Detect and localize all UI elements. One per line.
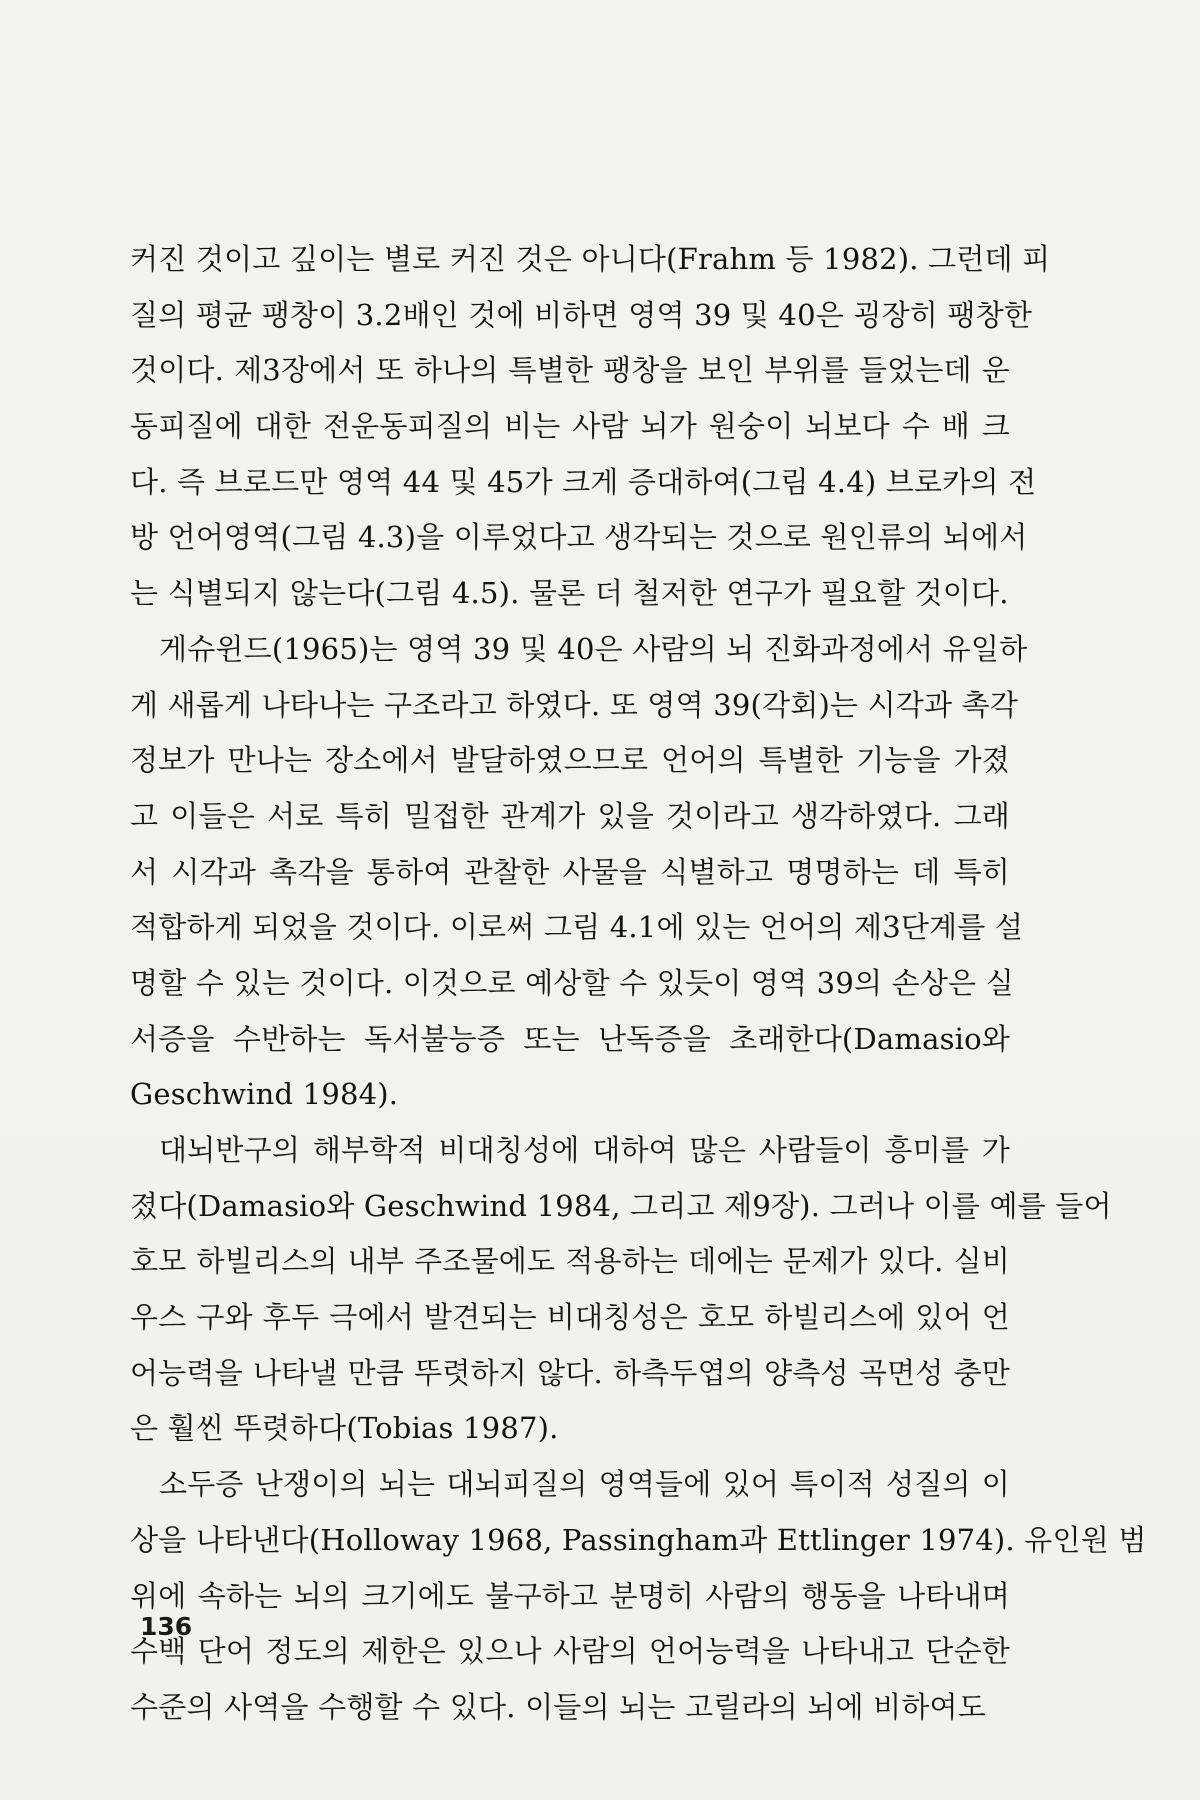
text-line: 명할 수 있는 것이다. 이것으로 예상할 수 있듯이 영역 39의 손상은 실: [130, 965, 1014, 1000]
paragraph: [130, 1123, 1112, 1457]
text-line: 우스 구와 후두 극에서 발견되는 비대칭성은 호모 하빌리스에 있어 언: [130, 1300, 1010, 1335]
text-line: Geschwind 1984).: [130, 1077, 399, 1112]
text-line: 어능력을 나타낼 만큼 뚜렷하지 않다. 하측두엽의 양측성 곡면성 충만: [130, 1355, 1010, 1390]
text-line: 게 새롭게 나타나는 구조라고 하였다. 또 영역 39(각회)는 시각과 촉각: [130, 687, 1019, 722]
page-number: 136: [140, 1612, 193, 1641]
text-line: 것이다. 제3장에서 또 하나의 특별한 팽창을 보인 부위를 들었는데 운: [130, 353, 1010, 388]
paragraph: [130, 622, 1028, 1123]
paragraph: [130, 1457, 1147, 1735]
text-line: 다. 즉 브로드만 영역 44 및 45가 크게 증대하여(그림 4.4) 브로카의 전: [130, 464, 1037, 499]
text-line: 호모 하빌리스의 내부 주조물에도 적용하는 데에는 문제가 있다. 실비: [130, 1244, 1010, 1279]
text-line: 적합하게 되었을 것이다. 이로써 그림 4.1에 있는 언어의 제3단계를 설: [130, 910, 1024, 945]
text-line: 게슈윈드(1965)는 영역 39 및 40은 사람의 뇌 진화과정에서 유일하: [159, 631, 1028, 666]
body-text: [130, 232, 1147, 1736]
text-line: 서 시각과 촉각을 통하여 관찰한 사물을 식별하고 명명하는 데 특히: [130, 854, 1010, 889]
text-line: 수백 단어 정도의 제한은 있으나 사람의 언어능력을 나타내고 단순한: [130, 1634, 1010, 1669]
text-line: 동피질에 대한 전운동피질의 비는 사람 뇌가 원숭이 뇌보다 수 배 크: [130, 409, 1010, 444]
text-line: 고 이들은 서로 특히 밀접한 관계가 있을 것이라고 생각하였다. 그래: [130, 798, 1010, 833]
text-line: 위에 속하는 뇌의 크기에도 불구하고 분명히 사람의 행동을 나타내며: [130, 1578, 1010, 1613]
text-line: 소두증 난쟁이의 뇌는 대뇌피질의 영역들에 있어 특이적 성질의 이: [159, 1467, 1010, 1502]
paragraph: [130, 232, 1051, 622]
text-line: 졌다(Damasio와 Geschwind 1984, 그리고 제9장). 그러나 이를 예를 들어: [130, 1188, 1112, 1223]
text-line: 서증을 수반하는 독서불능증 또는 난독증을 초래한다(Damasio와: [130, 1021, 1010, 1056]
text-line: 은 훨씬 뚜렷하다(Tobias 1987).: [130, 1411, 559, 1446]
text-line: 상을 나타낸다(Holloway 1968, Passingham과 Ettlinger 1974). 유인원 범: [130, 1522, 1147, 1557]
text-line: 질의 평균 팽창이 3.2배인 것에 비하면 영역 39 및 40은 굉장히 팽창한: [130, 297, 1033, 332]
text-line: 정보가 만나는 장소에서 발달하였으므로 언어의 특별한 기능을 가졌: [130, 743, 1010, 778]
text-line: 는 식별되지 않는다(그림 4.5). 물론 더 철저한 연구가 필요할 것이다.: [130, 576, 1009, 611]
text-line: 커진 것이고 깊이는 별로 커진 것은 아니다(Frahm 등 1982). 그런데 피: [130, 242, 1051, 276]
text-line: 수준의 사역을 수행할 수 있다. 이들의 뇌는 고릴라의 뇌에 비하여도: [130, 1689, 986, 1724]
text-line: 대뇌반구의 해부학적 비대칭성에 대하여 많은 사람들이 흥미를 가: [159, 1133, 1010, 1167]
text-line: 방 언어영역(그림 4.3)을 이루었다고 생각되는 것으로 원인류의 뇌에서: [130, 520, 1028, 555]
